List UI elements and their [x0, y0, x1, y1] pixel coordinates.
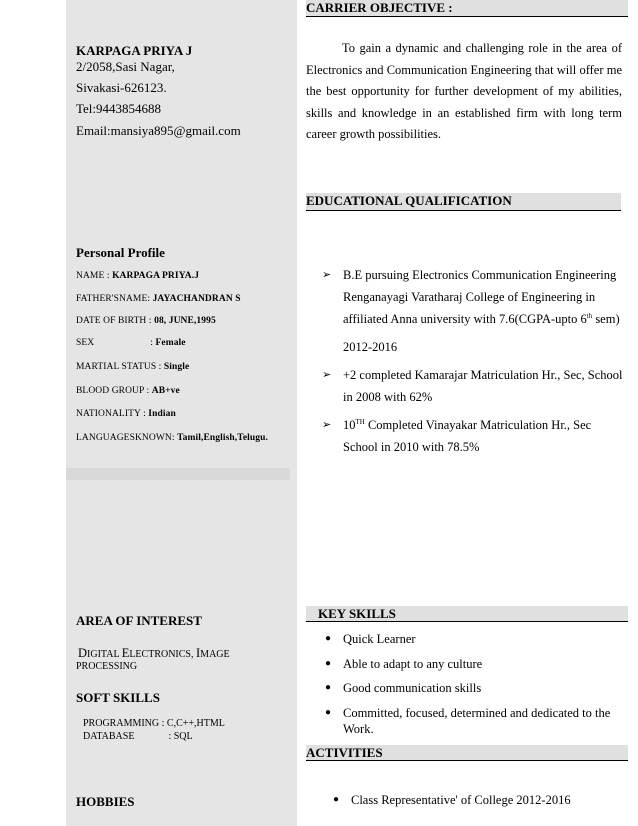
area-of-interest-title: AREA OF INTEREST [76, 613, 202, 628]
bullet-dot-icon: ● [325, 658, 332, 669]
bullet-dot-icon: ● [325, 633, 332, 644]
key-skills-heading: KEY SKILLS [306, 606, 628, 622]
profile-row-blood: BLOOD GROUP : AB+ve [76, 386, 180, 396]
profile-row-nationality: NATIONALITY : Indian [76, 409, 176, 419]
profile-row-father: FATHER'SNAME: JAYACHANDRAN S [76, 294, 241, 304]
area-of-interest-line-2: PROCESSING [76, 661, 138, 672]
address-line-2: Sivakasi-626123. [76, 80, 167, 95]
candidate-name: KARPAGA PRIYA J [76, 43, 193, 58]
activities-heading: ACTIVITIES [306, 745, 628, 761]
profile-row-languages: LANGUAGESKNOWN: Tamil,English,Telugu. [76, 433, 268, 443]
arrow-bullet-icon: ➢ [322, 369, 332, 381]
edu-be-line-2: Renganayagi Varatharaj College of Engineering in [343, 290, 596, 304]
edu-hsc-line-1: +2 completed Kamarajar Matriculation Hr., Sec, School [343, 368, 623, 382]
education-heading: EDUCATIONAL QUALIFICATION [306, 193, 621, 211]
profile-row-name: NAME : KARPAGA PRIYA.J [76, 271, 200, 281]
education-item-hsc [322, 364, 632, 408]
education-item-be [322, 264, 632, 356]
soft-skills-database: DATABASE : SQL [83, 731, 193, 742]
objective-heading: CARRIER OBJECTIVE : [306, 0, 628, 17]
edu-be-line-1: B.E pursuing Electronics Communication Engineering [343, 268, 617, 282]
activity-item: ● Class Representative' of College 2012-2016 [333, 793, 571, 807]
key-skill-item: ● Able to adapt to any culture [325, 657, 483, 671]
telephone: Tel:9443854688 [76, 101, 162, 116]
bullet-dot-icon: ● [325, 707, 332, 718]
edu-sslc-line-1: 10TH Completed Vinayakar Matriculation Hr., Sec [343, 417, 592, 432]
arrow-bullet-icon: ➢ [322, 269, 332, 281]
soft-skills-title: SOFT SKILLS [76, 690, 160, 705]
education-item-sslc [322, 414, 632, 458]
edu-hsc-line-2: in 2008 with 62% [343, 390, 433, 404]
arrow-bullet-icon: ➢ [322, 419, 332, 431]
key-skill-item: ● Quick Learner [325, 632, 416, 646]
personal-profile-title: Personal Profile [76, 245, 165, 260]
bullet-dot-icon: ● [325, 682, 332, 693]
edu-sslc-line-2: School in 2010 with 78.5% [343, 440, 480, 454]
edu-be-years: 2012-2016 [343, 340, 398, 354]
email: Email:mansiya895@gmail.com [76, 123, 241, 138]
key-skill-item: ● Committed, focused, determined and dedicated to the Work. [325, 706, 611, 736]
profile-row-dob: DATE OF BIRTH : 08, JUNE,1995 [76, 316, 216, 326]
sidebar-divider-band [66, 468, 290, 480]
key-skill-item: ● Good communication skills [325, 681, 482, 695]
address-line-1: 2/2058,Sasi Nagar, [76, 59, 175, 74]
profile-row-marital: MARTIAL STATUS : Single [76, 362, 190, 372]
area-of-interest-line-1: DIGITAL ELECTRONICS, IMAGE [78, 646, 230, 660]
soft-skills-programming: PROGRAMMING : C,C++,HTML [83, 718, 225, 729]
bullet-dot-icon: ● [333, 794, 340, 805]
profile-row-sex: SEX : Female [76, 338, 186, 348]
hobbies-title: HOBBIES [76, 794, 135, 809]
objective-text: To gain a dynamic and challenging role in the area of Electronics and Communication Engineering that will offer me the best opportunity for further development of my abilities, skills and knowledge in an established firm with long term career growth possibilities. [306, 41, 622, 141]
edu-be-line-3: affiliated Anna university with 7.6(CGPA-upto 6th sem) [343, 311, 620, 326]
